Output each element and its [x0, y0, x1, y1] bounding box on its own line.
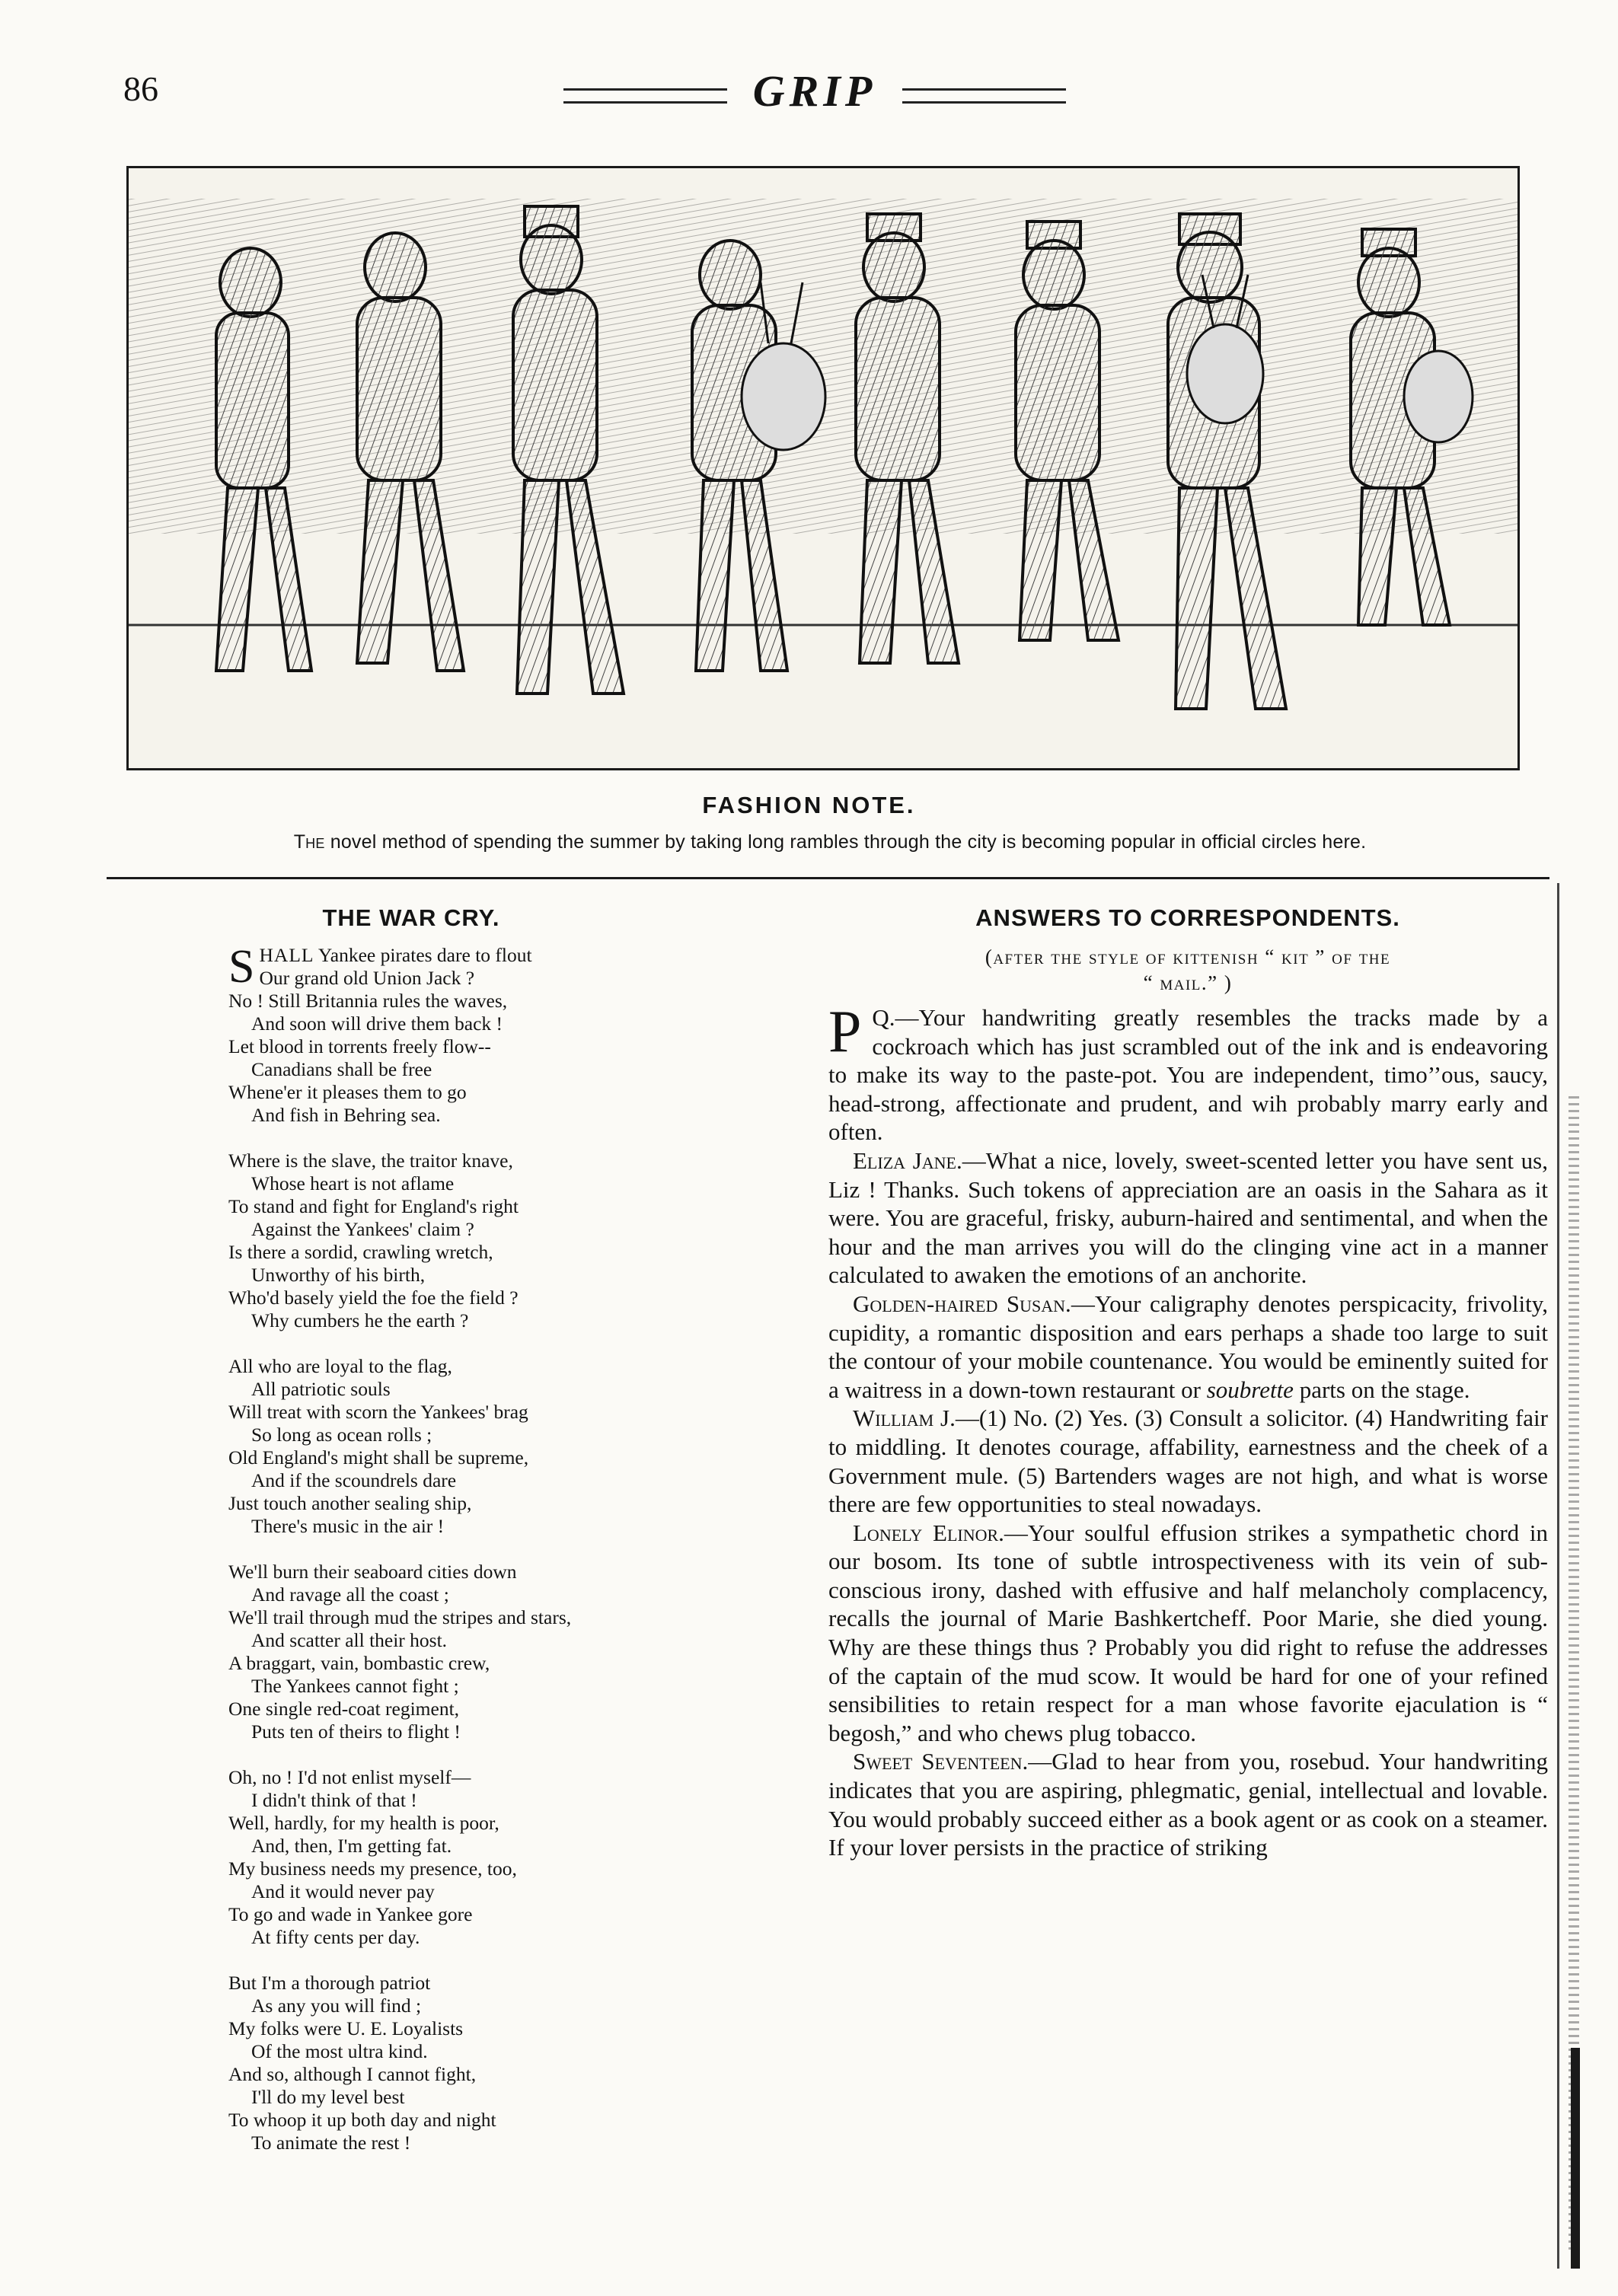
masthead — [563, 66, 1066, 116]
poem-line: A braggart, vain, bombastic crew, — [228, 1652, 490, 1674]
poem-line: To stand and fight for England's right — [228, 1195, 519, 1217]
poem-first-word: HALL — [259, 944, 314, 966]
answer-text: —What a nice, lovely, sweet-scented letter you have sent us, Liz ! Thanks. Such tokens of appreciation are an oasis in the Sahara as it were. You are graceful, frisky, auburn-haired and sentimental, and when the hour and the man arrives you will do the clinging vine act in a manner calculated to awaken the emotions of an anchorite. — [828, 1146, 1548, 1289]
poem-line: Is there a sordid, crawling wretch, — [228, 1241, 493, 1263]
poem-line: And, then, I'm getting fat. — [251, 1835, 452, 1857]
answer-italic: soubrette — [1206, 1376, 1294, 1403]
poem-line: One single red-coat regiment, — [228, 1698, 460, 1720]
poem-line: Of the most ultra kind. — [251, 2040, 428, 2062]
poem-line: We'll burn their seaboard cities down — [228, 1561, 517, 1583]
answer-entry — [828, 1146, 1548, 1290]
poem-line: As any you will find ; — [251, 1995, 422, 2017]
poem-line: My folks were U. E. Loyalists — [228, 2017, 464, 2039]
poem-line: There's music in the air ! — [251, 1515, 445, 1537]
answer-entry — [828, 1290, 1548, 1404]
poem-line: But I'm a thorough patriot — [228, 1972, 431, 1994]
answer-name: Q. — [872, 1004, 895, 1031]
answer-entry — [828, 1404, 1548, 1518]
answer-name: William J. — [853, 1405, 956, 1432]
poem-line: Why cumbers he the earth ? — [251, 1309, 469, 1331]
poem-line: Whene'er it pleases them to go — [228, 1081, 467, 1103]
poem-line: Old England's might shall be supreme, — [228, 1446, 529, 1468]
poem-title: THE WAR CRY. — [322, 904, 500, 931]
poem — [228, 941, 777, 2177]
masthead-rule-right — [902, 88, 1066, 104]
answer-entry — [828, 998, 1548, 1146]
poem-stanza — [228, 1150, 777, 1332]
masthead-rule-left — [563, 88, 727, 104]
poem-stanza — [228, 1972, 777, 2154]
drop-cap: S — [228, 941, 255, 993]
poem-line: And ravage all the coast ; — [251, 1583, 449, 1606]
caption-text — [107, 831, 1553, 853]
caption-body: novel method of spending the summer by taking long rambles through the city is becoming popular in official circles here. — [324, 831, 1367, 853]
poem-line: No ! Still Britannia rules the waves, — [228, 990, 508, 1012]
answer-name: Lonely Elinor. — [853, 1519, 1004, 1546]
caption-lead: The — [293, 831, 325, 853]
poem-line: All patriotic souls — [251, 1378, 391, 1400]
answers-title: ANSWERS TO CORRESPONDENTS. — [975, 904, 1400, 931]
poem-line: We'll trail through mud the stripes and stars, — [228, 1606, 572, 1628]
poem-line: Will treat with scorn the Yankees' brag — [228, 1401, 528, 1423]
masthead-title: GRIP — [752, 66, 877, 116]
answer-name: Eliza Jane. — [853, 1146, 962, 1174]
poem-first-line-rest: Yankee pirates dare to flout — [314, 944, 532, 966]
poem-line: Well, hardly, for my health is poor, — [228, 1812, 499, 1834]
poem-line: And fish in Behring sea. — [251, 1104, 441, 1126]
poem-line: So long as ocean rolls ; — [251, 1424, 432, 1446]
section-rule — [107, 877, 1549, 879]
answers-subtitle — [822, 944, 1553, 996]
poem-line: And scatter all their host. — [251, 1629, 448, 1651]
poem-line: And it would never pay — [251, 1880, 435, 1902]
answers-body — [828, 998, 1549, 1862]
poem-line: The Yankees cannot fight ; — [251, 1675, 459, 1697]
poem-line: And soon will drive them back ! — [251, 1012, 503, 1035]
poem-stanza — [228, 1561, 777, 1743]
poem-line: Puts ten of theirs to flight ! — [251, 1720, 461, 1743]
answer-text-after: parts on the stage. — [1293, 1376, 1470, 1403]
poem-line: Just touch another sealing ship, — [228, 1492, 472, 1514]
poem-line: All who are loyal to the flag, — [228, 1355, 452, 1377]
answer-entry — [828, 1519, 1548, 1748]
poem-line: At fifty cents per day. — [251, 1926, 420, 1948]
poem-line: To whoop it up both day and night — [228, 2109, 496, 2131]
engraving-drawing — [129, 168, 1517, 768]
poem-line: Where is the slave, the traitor knave, — [228, 1150, 513, 1172]
poem-stanza — [228, 1766, 777, 1949]
answer-text: —Your soulful effusion strikes a sympathetic chord in our bosom. Its tone of subtle introspectiveness with its vein of sub-conscious irony, dashed with effusive and half melancholy complacency, recalls the journal of Marie Bashkertcheff. Poor Marie, she died young. Why are these things thus ? Probably you did right to refuse the addresses of the captain of the mud scow. It would be hard for one of your refined sensibilities to retain respect for a man whose favorite ejaculation is “ begosh,” and who chews plug tobacco. — [828, 1519, 1548, 1746]
poem-line: Unworthy of his birth, — [251, 1264, 426, 1286]
answer-text: —Glad to hear from you, rosebud. Your handwriting indicates that you are aspiring, phlegmatic, genial, intellectual and lovable. You would probably succeed either as a book agent or as cook on a steamer. If your lover persists in the practice of striking — [828, 1748, 1549, 1861]
poem-stanza — [228, 941, 777, 1127]
answer-text: —Your handwriting greatly resembles the tracks made by a cockroach which has just scrambled out of the ink and is endeavoring to make its way to the paste-pot. You are independent, timo’’ous, saucy, head-strong, affectionate and prudent, and wih probably marry early and often. — [828, 1004, 1548, 1146]
answer-name: Sweet Seventeen. — [853, 1748, 1029, 1775]
poem-line: And so, although I cannot fight, — [228, 2063, 477, 2085]
answers-subtitle-line2: “ mail.” ) — [1143, 971, 1233, 994]
caption-title: FASHION NOTE. — [702, 792, 916, 818]
page-edge-bar — [1571, 2048, 1580, 2269]
poem-line: To animate the rest ! — [251, 2132, 411, 2154]
poem-line: Our grand old Union Jack ? — [259, 967, 475, 989]
answers-subtitle-line1: (after the style of kittenish “ kit ” of the — [985, 946, 1391, 968]
column-rule — [1557, 883, 1559, 2269]
poem-stanza — [228, 1355, 777, 1538]
page-number: 86 — [123, 69, 158, 108]
poem-line: I'll do my level best — [251, 2086, 405, 2108]
answer-text: —Your caligraphy denotes perspicacity, frivolity, cupidity, a romantic disposition and ears perhaps a shade too large to suit the contour of your mobile countenance. You would be eminently suited for a waitress in a down-town restaurant or — [828, 1290, 1549, 1403]
poem-line: Let blood in torrents freely flow-- — [228, 1035, 491, 1057]
answer-entry — [828, 1747, 1548, 1861]
poem-line: Who'd basely yield the foe the field ? — [228, 1287, 519, 1309]
answer-text: —(1) No. (2) Yes. (3) Consult a solicitor. (4) Handwriting fair to middling. It denotes courage, affability, earnestness and the cheek of a Government mule. (5) Bartenders wages are not high, and what is worse there are few opportunities to steal nowadays. — [828, 1405, 1548, 1518]
poem-line: Canadians shall be free — [251, 1058, 432, 1080]
poem-line: My business needs my presence, too, — [228, 1858, 517, 1880]
poem-line: Oh, no ! I'd not enlist myself— — [228, 1766, 471, 1788]
drop-cap: P — [828, 998, 862, 1064]
poem-line: To go and wade in Yankee gore — [228, 1903, 473, 1925]
poem-line: Whose heart is not aflame — [251, 1172, 455, 1194]
poem-line: I didn't think of that ! — [251, 1789, 417, 1811]
crowd-of-soldiers-carrying-satchels-illustration — [126, 166, 1520, 770]
poem-line: Against the Yankees' claim ? — [251, 1218, 474, 1240]
answer-name: Golden-haired Susan. — [853, 1290, 1071, 1317]
poem-line: And if the scoundrels dare — [251, 1469, 457, 1491]
